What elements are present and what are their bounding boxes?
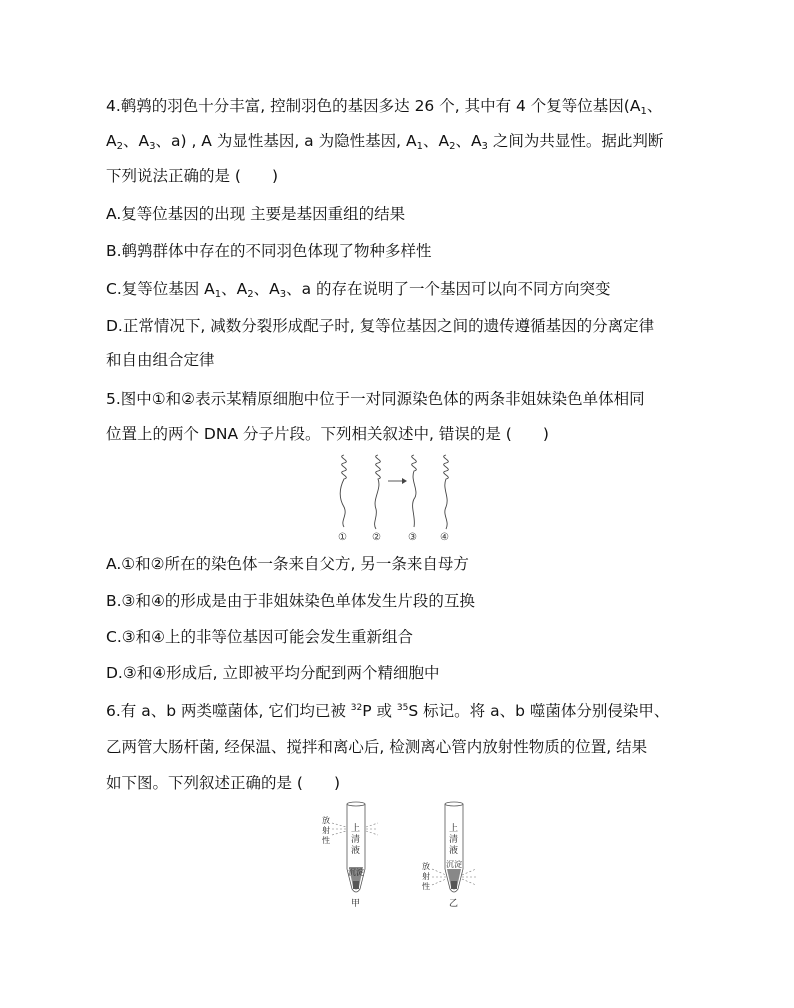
q5-option-b: B.③和④的形成是由于非姐妹染色单体发生片段的互换 bbox=[106, 592, 475, 610]
q5-option-d: D.③和④形成后, 立即被平均分配到两个精细胞中 bbox=[106, 664, 440, 682]
dna-crossover-drawing bbox=[330, 447, 470, 542]
q6-stem-line-2: 乙两管大肠杆菌, 经保温、搅拌和离心后, 检测离心管内放射性物质的位置, 结果 bbox=[106, 738, 648, 756]
jia-sediment: 沉淀 bbox=[348, 868, 364, 877]
q4-option-d-line-2: 和自由组合定律 bbox=[106, 351, 215, 369]
centrifuge-tubes-figure bbox=[310, 797, 490, 912]
q5-option-a: A.①和②所在的染色体一条来自父方, 另一条来自母方 bbox=[106, 555, 469, 573]
yi-radio-3: 性 bbox=[422, 882, 430, 891]
q5-option-c: C.③和④上的非等位基因可能会发生重新组合 bbox=[106, 628, 414, 646]
dna-crossover-figure bbox=[330, 447, 470, 542]
yi-radio-2: 射 bbox=[422, 872, 430, 881]
q6-stem-line-1: 6.有 a、b 两类噬菌体, 它们均已被 $^{32}$P 或 $^{35}$S 标记。将 a、b 噬菌体分别侵染甲、 bbox=[106, 702, 670, 720]
strand-2 bbox=[375, 455, 381, 529]
yi-supernatant-2: 清 bbox=[449, 835, 459, 845]
tube-jia-label: 甲 bbox=[351, 899, 361, 909]
tube-jia bbox=[322, 802, 378, 909]
q6-stem-line-3: 如下图。下列叙述正确的是 ( ) bbox=[106, 774, 341, 792]
jia-supernatant-3: 液 bbox=[351, 846, 361, 856]
figure-label-2: ② bbox=[372, 532, 381, 542]
yi-sediment: 沉淀 bbox=[446, 860, 462, 869]
q4-stem-line-1: 4.鹌鹑的羽色十分丰富, 控制羽色的基因多达 26 个, 其中有 4 个复等位基因($A_1$、 bbox=[106, 97, 663, 117]
strand-4 bbox=[444, 455, 449, 529]
jia-radio-1: 放 bbox=[322, 816, 330, 825]
strand-1 bbox=[340, 455, 346, 527]
arrow-icon bbox=[388, 478, 407, 484]
figure-label-1: ① bbox=[338, 532, 347, 542]
yi-supernatant-1: 上 bbox=[449, 824, 459, 834]
figure-label-4: ④ bbox=[440, 532, 449, 542]
tube-yi bbox=[422, 802, 476, 909]
q4-stem-line-2: $A_2$、$A_3$、a) , A 为显性基因, a 为隐性基因, $A_1$、$A_2$、$A_3$ 之间为共显性。据此判断 bbox=[106, 132, 664, 152]
q4-option-d-line-1: D.正常情况下, 减数分裂形成配子时, 复等位基因之间的遗传遵循基因的分离定律 bbox=[106, 317, 655, 335]
jia-radio-3: 性 bbox=[322, 836, 330, 845]
q5-stem-line-1: 5.图中①和②表示某精原细胞中位于一对同源染色体的两条非姐妹染色单体相同 bbox=[106, 390, 645, 408]
jia-supernatant-2: 清 bbox=[351, 835, 361, 845]
jia-supernatant-1: 上 bbox=[351, 824, 361, 834]
yi-radio-1: 放 bbox=[422, 862, 430, 871]
tube-yi-label: 乙 bbox=[449, 899, 459, 909]
jia-radio-2: 射 bbox=[322, 826, 330, 835]
figure-label-3: ③ bbox=[408, 532, 417, 542]
q4-option-b: B.鹌鹑群体中存在的不同羽色体现了物种多样性 bbox=[106, 242, 432, 260]
q4-stem-line-3: 下列说法正确的是 ( ) bbox=[106, 167, 279, 185]
q4-option-a: A.复等位基因的出现 主要是基因重组的结果 bbox=[106, 205, 406, 223]
yi-supernatant-3: 液 bbox=[449, 846, 459, 856]
strand-3 bbox=[412, 455, 417, 527]
q4-option-c: C.复等位基因 $A_1$、$A_2$、$A_3$、a 的存在说明了一个基因可以向不同方向突变 bbox=[106, 280, 611, 300]
q5-stem-line-2: 位置上的两个 DNA 分子片段。下列相关叙述中, 错误的是 ( ) bbox=[106, 425, 549, 443]
